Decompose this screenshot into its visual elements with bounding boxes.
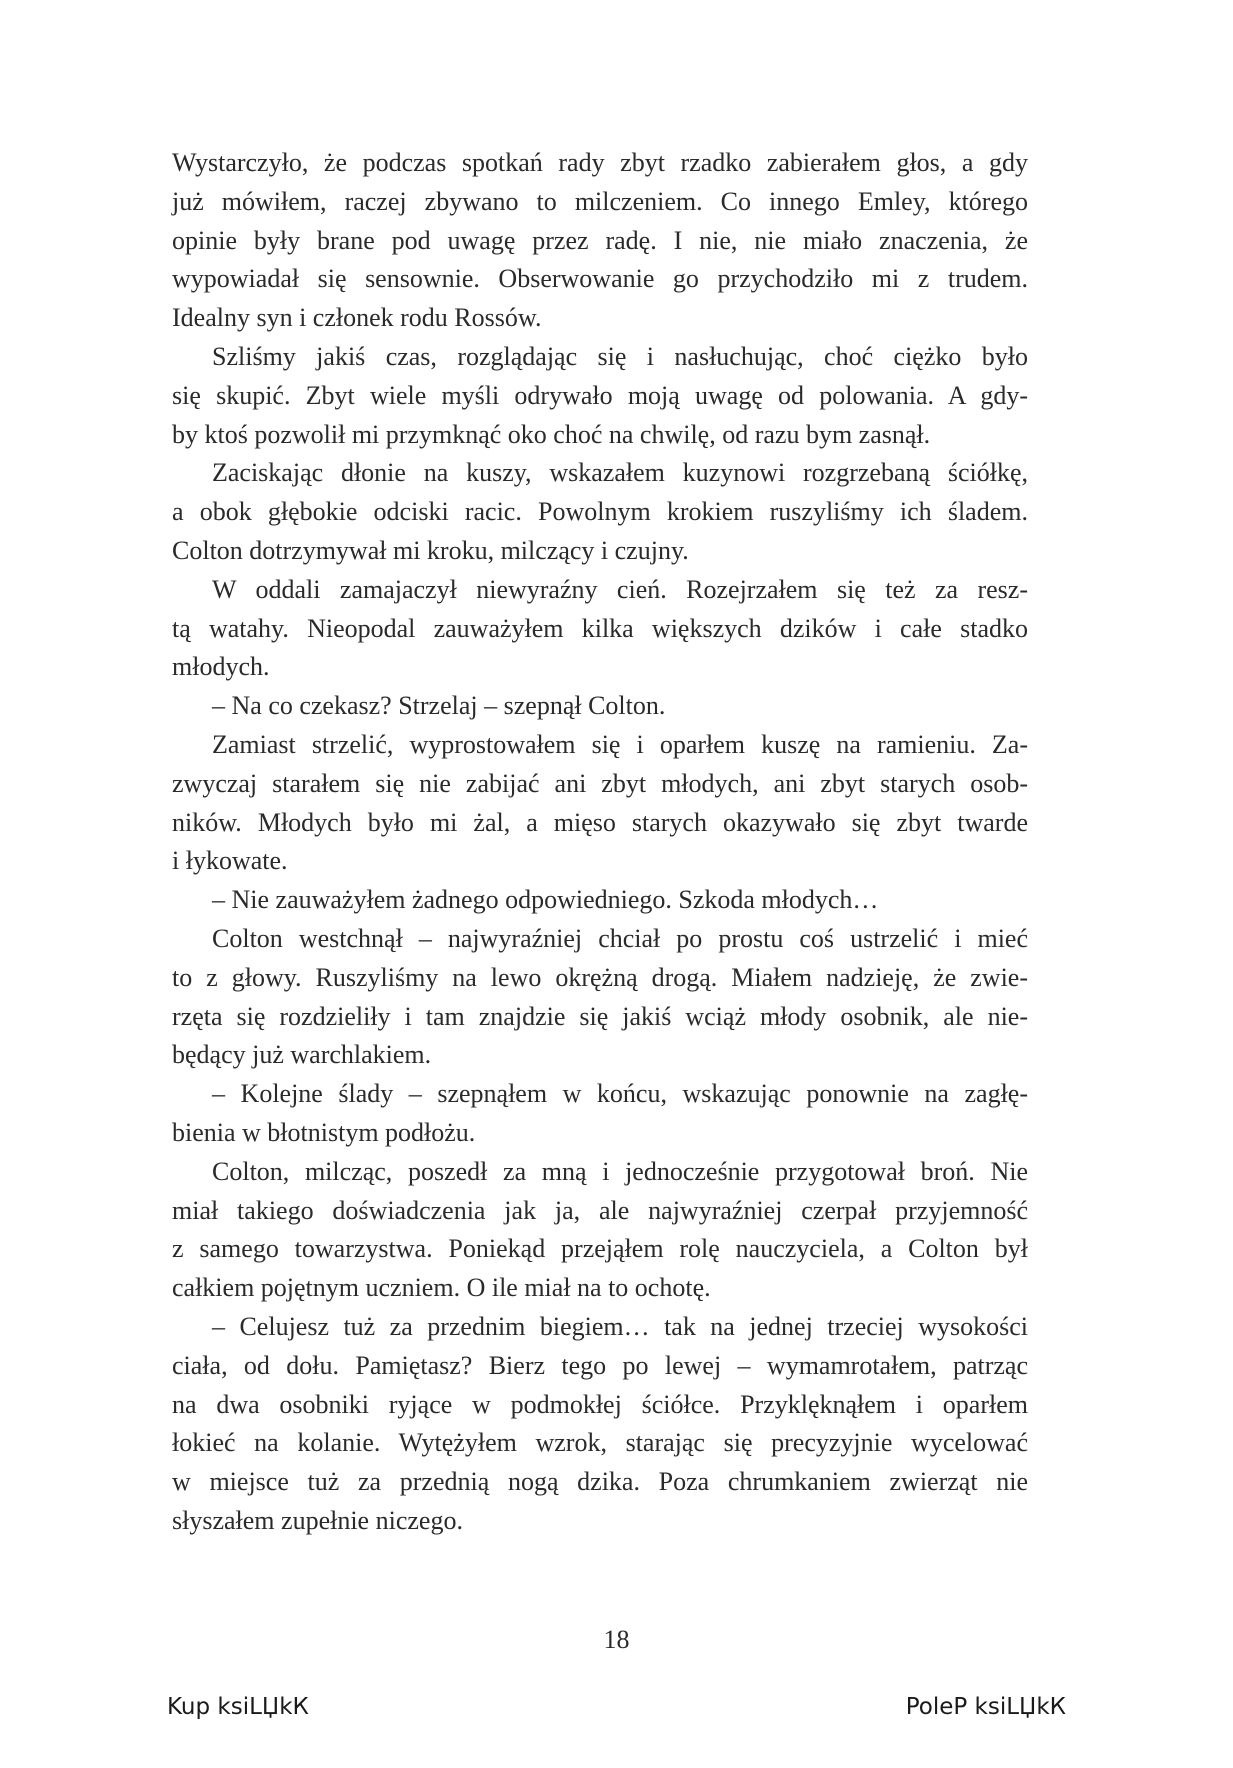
- page-number: 18: [603, 1625, 630, 1654]
- text-line: i łykowate.: [172, 846, 288, 876]
- text-line: rzęta się rozdzieliły i tam znajdzie się jakiś wciąż młody osobnik, ale nie-: [172, 1001, 1028, 1031]
- text-line: Idealny syn i członek rodu Rossów.: [172, 303, 542, 333]
- text-line: już mówiłem, raczej zbywano to milczeniem. Co innego Emley, którego: [172, 186, 1028, 216]
- text-line: słyszałem zupełnie niczego.: [172, 1505, 463, 1535]
- text-line: – Na co czekasz? Strzelaj – szepnął Colton.: [212, 691, 666, 721]
- text-line: młodych.: [172, 652, 270, 682]
- text-line: – Kolejne ślady – szepnąłem w końcu, wskazując ponownie na zagłę-: [212, 1079, 1028, 1109]
- text-line: – Celujesz tuż za przednim biegiem… tak na jednej trzeciej wysokości: [212, 1311, 1028, 1341]
- text-line: Colton westchnął – najwyraźniej chciał po prostu coś ustrzelić i mieć: [212, 923, 1028, 953]
- text-line: się skupić. Zbyt wiele myśli odrywało moją uwagę od polowania. A gdy-: [172, 380, 1028, 410]
- text-line: będący już warchlakiem.: [172, 1040, 432, 1070]
- buy-book-link[interactable]: Kup ksiLЏkК: [167, 1694, 309, 1720]
- text-line: łokieć na kolanie. Wytężyłem wzrok, starając się precyzyjnie wycelować: [172, 1428, 1028, 1458]
- text-line: bienia w błotnistym podłożu.: [172, 1117, 476, 1147]
- text-line: w miejsce tuż za przednią nogą dzika. Poza chrumkaniem zwierząt nie: [172, 1467, 1028, 1497]
- text-line: wypowiadał się sensownie. Obserwowanie go przychodziło mi z trudem.: [172, 264, 1028, 294]
- text-line: Colton, milcząc, poszedł za mną i jednocześnie przygotował broń. Nie: [212, 1156, 1028, 1186]
- text-line: tą watahy. Nieopodal zauważyłem kilka większych dzików i całe stadko: [172, 613, 1028, 643]
- text-line: na dwa osobniki ryjące w podmokłej ściółce. Przyklęknąłem i oparłem: [172, 1389, 1028, 1419]
- text-line: całkiem pojętnym uczniem. O ile miał na to ochotę.: [172, 1273, 711, 1303]
- text-line: by ktoś pozwolił mi przymknąć oko choć na chwilę, od razu bym zasnął.: [172, 419, 931, 449]
- text-line: – Nie zauważyłem żadnego odpowiedniego. Szkoda młodych…: [212, 885, 879, 915]
- text-line: Zaciskając dłonie na kuszy, wskazałem kuzynowi rozgrzebaną ściółkę,: [212, 458, 1028, 488]
- text-line: Colton dotrzymywał mi kroku, milczący i czujny.: [172, 535, 689, 565]
- text-line: Szliśmy jakiś czas, rozglądając się i nasłuchując, choć ciężko było: [212, 341, 1028, 371]
- text-line: z samego towarzystwa. Poniekąd przejąłem rolę nauczyciela, a Colton był: [172, 1234, 1028, 1264]
- body-text: [172, 144, 1028, 1541]
- recommend-book-link[interactable]: PoleР ksiLЏkК: [905, 1694, 1066, 1720]
- text-line: opinie były brane pod uwagę przez radę. I nie, nie miało znaczenia, że: [172, 225, 1028, 255]
- text-line: zwyczaj starałem się nie zabijać ani zbyt młodych, ani zbyt starych osob-: [172, 768, 1028, 798]
- text-line: Zamiast strzelić, wyprostowałem się i oparłem kuszę na ramieniu. Za-: [212, 729, 1028, 759]
- text-line: ników. Młodych było mi żal, a mięso starych okazywało się zbyt twarde: [172, 807, 1028, 837]
- text-line: Wystarczyło, że podczas spotkań rady zbyt rzadko zabierałem głos, a gdy: [172, 148, 1028, 177]
- text-line: a obok głębokie odciski racic. Powolnym krokiem ruszyliśmy ich śladem.: [172, 497, 1028, 527]
- text-line: W oddali zamajaczył niewyraźny cień. Rozejrzałem się też za resz-: [212, 574, 1028, 604]
- text-line: miał takiego doświadczenia jak ja, ale najwyraźniej czerpał przyjemność: [172, 1195, 1028, 1225]
- text-line: ciała, od dołu. Pamiętasz? Bierz tego po lewej – wymamrotałem, patrząc: [172, 1350, 1028, 1380]
- text-line: to z głowy. Ruszyliśmy na lewo okrężną drogą. Miałem nadzieję, że zwie-: [172, 962, 1028, 992]
